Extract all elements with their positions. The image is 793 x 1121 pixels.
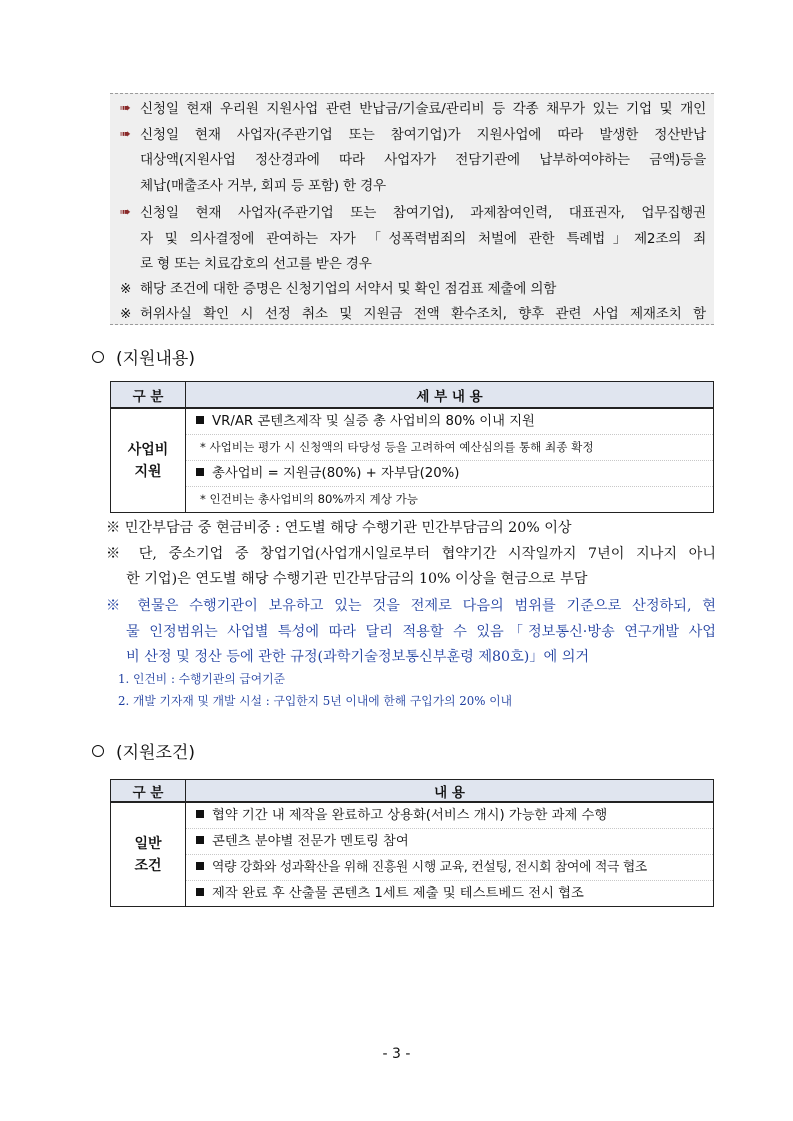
- notice-text: 신청일 현재 우리원 지원사업 관련 반납금/기술료/관리비 등 각종 채무가 있는 기업 및 개인: [140, 101, 706, 117]
- notice-text: 체납(매출조사 거부, 회피 등 포함) 한 경우: [140, 178, 386, 194]
- arrow-icon: ➠: [120, 205, 131, 220]
- support-conditions-table: [110, 779, 714, 907]
- row-label-line: 지원: [134, 463, 162, 480]
- notice-text: 대상액(지원사업 정산경과에 따라 사업자가 전담기관에 납부하여야하는 금액)등을: [140, 152, 706, 168]
- support-content-table: [110, 381, 714, 513]
- numbered-item-1: 1. 인건비 : 수행기관의 급여기준: [118, 672, 285, 686]
- notice-box: [110, 93, 714, 325]
- table-header-row: [111, 780, 714, 803]
- notice-text: 해당 조건에 대한 증명은 신청기업의 서약서 및 확인 점검표 제출에 의함: [140, 281, 557, 297]
- header-category: 구 분: [111, 382, 186, 409]
- row-label-line: 일반: [134, 835, 162, 852]
- circle-bullet-icon: [92, 351, 104, 363]
- header-content: 내 용: [186, 780, 714, 803]
- note-startup-cont: 한 기업)은 연도별 해당 수행기관 민간부담금의 10% 이상을 현금으로 부담: [126, 571, 588, 587]
- note-in-kind-cont: 물 인정범위는 사업별 특성에 따라 달리 적용할 수 있음「정보통신·방송 연구개발 사업: [126, 624, 716, 640]
- reference-mark-icon: ※: [120, 281, 132, 297]
- notice-text: 신청일 현재 사업자(주관기업 또는 참여기업)가 지원사업에 따라 발생한 정산반납: [140, 127, 706, 143]
- table-row: [111, 408, 714, 513]
- row-label: [111, 408, 186, 513]
- content-line: [186, 803, 713, 828]
- header-category: 구 분: [111, 780, 186, 803]
- note-in-kind-cont: 비 산정 및 정산 등에 관한 규정(과학기술정보통신부훈령 제80호)」에 의거: [126, 649, 590, 665]
- notice-text: 로 형 또는 치료감호의 선고를 받은 경우: [140, 256, 372, 272]
- row-content: [186, 802, 714, 907]
- arrow-icon: ➠: [120, 101, 131, 116]
- square-bullet-icon: [196, 468, 204, 476]
- note-startup: ※ 단, 중소기업 중 창업기업(사업개시일로부터 협약기간 시작일까지 7년이 지나지 아니: [106, 546, 716, 562]
- section-heading-support-content: [92, 344, 195, 369]
- square-bullet-icon: [196, 810, 204, 818]
- content-text: 인건비는 총사업비의 80%까지 계상 가능: [209, 492, 418, 506]
- content-line: [186, 486, 713, 512]
- content-line: [186, 854, 713, 880]
- row-label-line: 사업비: [127, 441, 169, 458]
- notice-text: 자 및 의사결정에 관여하는 자가 「성폭력범죄의 처벌에 관한 특례법」제2조의 죄: [140, 231, 706, 247]
- content-line: [186, 828, 713, 854]
- square-bullet-icon: [196, 888, 204, 896]
- section-heading-support-conditions: [92, 738, 195, 763]
- square-bullet-icon: [196, 862, 204, 870]
- square-bullet-icon: [196, 416, 204, 424]
- arrow-icon: ➠: [120, 127, 131, 142]
- note-in-kind: ※ 현물은 수행기관이 보유하고 있는 것을 전제로 다음의 범위를 기준으로 산정하되, 현: [106, 598, 716, 614]
- table-header-row: [111, 382, 714, 409]
- note-cash-ratio: ※ 민간부담금 중 현금비중 : 연도별 해당 수행기관 민간부담금의 20% 이상: [106, 520, 572, 536]
- table-row: [111, 802, 714, 907]
- content-text: 콘텐츠 분야별 전문가 멘토링 참여: [212, 834, 409, 849]
- circle-bullet-icon: [92, 745, 104, 757]
- section-heading-text: (지원조건): [116, 743, 195, 763]
- row-content: [186, 408, 714, 513]
- content-line: [186, 434, 713, 460]
- content-line: [186, 460, 713, 486]
- square-bullet-icon: [196, 836, 204, 844]
- content-line: [186, 880, 713, 906]
- header-detail: 세 부 내 용: [186, 382, 714, 409]
- content-text: 역량 강화와 성과확산을 위해 진흥원 시행 교육, 컨설팅, 전시회 참여에 적극 협조: [212, 860, 647, 875]
- notice-text: 신청일 현재 사업자(주관기업 또는 참여기업), 과제참여인력, 대표권자, 업무집행권: [140, 205, 706, 221]
- notice-text: 허위사실 확인 시 선정 취소 및 지원금 전액 환수조치, 향후 관련 사업 제재조치 함: [140, 306, 706, 322]
- content-text: VR/AR 콘텐츠제작 및 실증 총 사업비의 80% 이내 지원: [212, 414, 535, 429]
- content-text: 총사업비 = 지원금(80%) + 자부담(20%): [212, 466, 460, 481]
- content-text: 사업비는 평가 시 신청액의 타당성 등을 고려하여 예산심의를 통해 최종 확정: [209, 440, 594, 454]
- row-label: [111, 802, 186, 907]
- content-line: [186, 409, 713, 434]
- numbered-item-2: 2. 개발 기자재 및 개발 시설 : 구입한지 5년 이내에 한해 구입가의 20% 이내: [118, 694, 512, 708]
- row-label-line: 조건: [134, 857, 162, 874]
- content-text: 협약 기간 내 제작을 완료하고 상용화(서비스 개시) 가능한 과제 수행: [212, 808, 608, 823]
- page-number: - 3 -: [382, 1046, 411, 1062]
- section-heading-text: (지원내용): [116, 349, 195, 369]
- asterisk-icon: *: [200, 440, 206, 454]
- content-text: 제작 완료 후 산출물 콘텐츠 1세트 제출 및 테스트베드 전시 협조: [212, 886, 584, 901]
- reference-mark-icon: ※: [120, 306, 132, 322]
- asterisk-icon: *: [200, 492, 206, 506]
